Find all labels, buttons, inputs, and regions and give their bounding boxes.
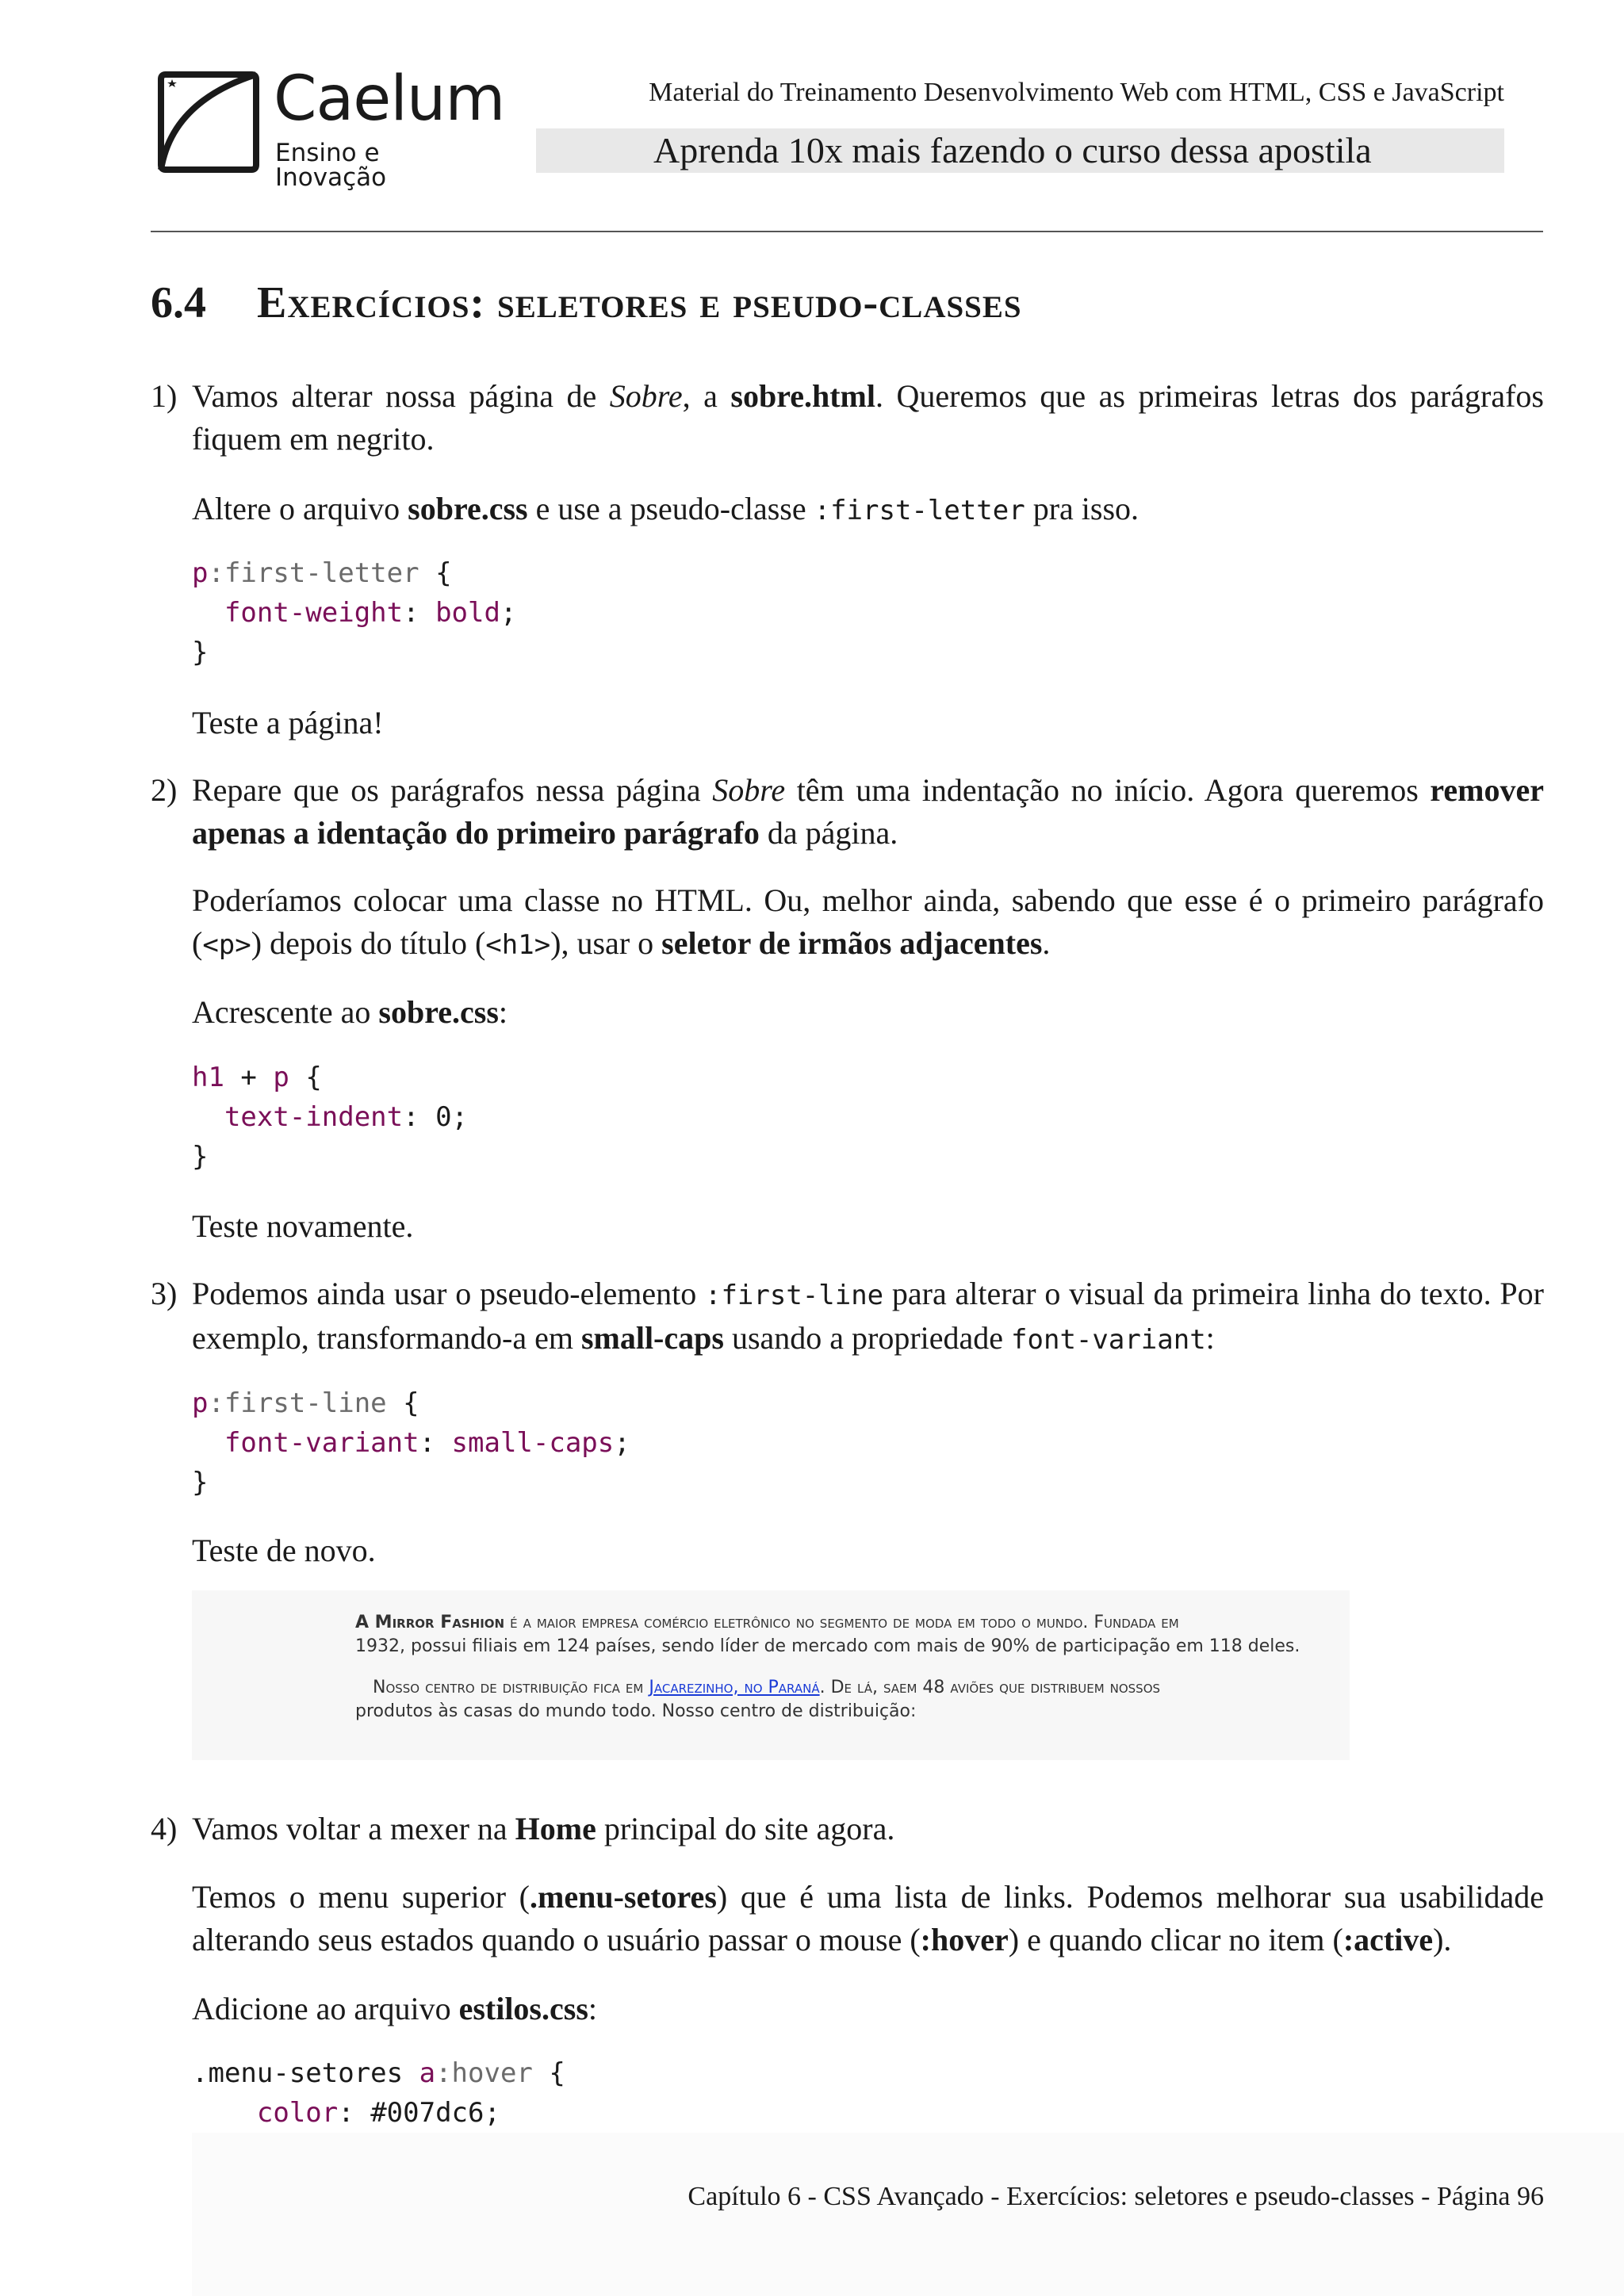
header-banner-text: Aprenda 10x mais fazendo o curso dessa apostila <box>653 130 1372 170</box>
header-banner <box>536 128 1504 173</box>
item-3-paragraph-2: Teste de novo. <box>192 1533 376 1568</box>
item-2-paragraph-3: Acrescente ao sobre.css: <box>192 994 508 1030</box>
item-2-paragraph-1: Repare que os parágrafos nessa página Sobre têm uma indentação no início. Agora queremos remover apenas a identação do primeiro parágrafo da página. <box>192 772 1544 851</box>
page-footer: Capítulo 6 - CSS Avançado - Exercícios: seletores e pseudo-classes - Página 96 <box>688 2182 1544 2211</box>
item-1-paragraph-3: Teste a página! <box>192 705 384 740</box>
item-number: 1) <box>151 378 178 414</box>
item-number: 4) <box>151 1811 178 1846</box>
code-block-adjacent-sibling: h1 + p { text-indent: 0; } <box>192 1062 469 1173</box>
code-block-menu-hover: .menu-setores a:hover { color: #007dc6; <box>192 2057 565 2129</box>
logo-name: Caelum <box>274 63 505 135</box>
item-4-paragraph-1: Vamos voltar a mexer na Home principal do site agora. <box>192 1811 895 1846</box>
page-preview-screenshot <box>192 1590 1350 1760</box>
preview-paragraph-2: Nosso centro de distribuição fica em Jacarezinho, no Paraná. De lá, saem 48 aviões que distribuem nossos produtos às casas do mundo todo. Nosso centro de distribuição: <box>355 1678 1161 1721</box>
code-background <box>192 2133 1624 2296</box>
caelum-logo-mark-icon <box>156 70 259 173</box>
code-block-first-line: p:first-line { font-variant: small-caps; } <box>192 1387 630 1498</box>
item-2-paragraph-2: Poderíamos colocar uma classe no HTML. Ou, melhor ainda, sabendo que esse é o primeiro parágrafo (<p>) depois do título (<h1>), usar o seletor de irmãos adjacentes. <box>192 882 1544 961</box>
item-4-paragraph-3: Adicione ao arquivo estilos.css: <box>192 1991 598 2026</box>
item-number: 2) <box>151 772 178 808</box>
logo-tagline: Ensino e Inovação <box>275 139 387 192</box>
code-block-first-letter: p:first-letter { font-weight: bold; } <box>192 557 517 668</box>
header-course-title: Material do Treinamento Desenvolvimento Web com HTML, CSS e JavaScript <box>649 78 1504 107</box>
section-title: Exercícios: seletores e pseudo-classes <box>257 278 1022 327</box>
preview-text <box>355 1611 1346 1724</box>
preview-paragraph-1: A Mirror Fashion é a maior empresa comércio eletrônico no segmento de moda em todo o mundo. Fundada em 1932, possui filiais em 124 países, sendo líder de mercado com mais de 90% de participação em 118 deles. <box>355 1613 1300 1656</box>
item-3-paragraph-1: Podemos ainda usar o pseudo-elemento :first-line para alterar o visual da primeira linha do texto. Por exemplo, transformando-a em small-caps usando a propriedade font-variant: <box>192 1276 1545 1356</box>
item-1-paragraph-2: Altere o arquivo sobre.css e use a pseudo-classe :first-letter pra isso. <box>192 491 1139 526</box>
item-number: 3) <box>151 1276 178 1311</box>
section-number: 6.4 <box>151 278 206 327</box>
item-1-paragraph-1: Vamos alterar nossa página de Sobre, a sobre.html. Queremos que as primeiras letras dos parágrafos fiquem em negrito. <box>192 378 1544 457</box>
item-2-paragraph-4: Teste novamente. <box>192 1208 414 1244</box>
preview-link-jacarezinho[interactable]: Jacarezinho, no Paraná <box>649 1678 820 1697</box>
header-divider <box>151 231 1543 232</box>
caelum-logo <box>156 63 505 192</box>
item-4-paragraph-2: Temos o menu superior (.menu-setores) que é uma lista de links. Podemos melhorar sua usabilidade alterando seus estados quando o usuário passar o mouse (:hover) e quando clicar no item (:active). <box>192 1879 1544 1957</box>
